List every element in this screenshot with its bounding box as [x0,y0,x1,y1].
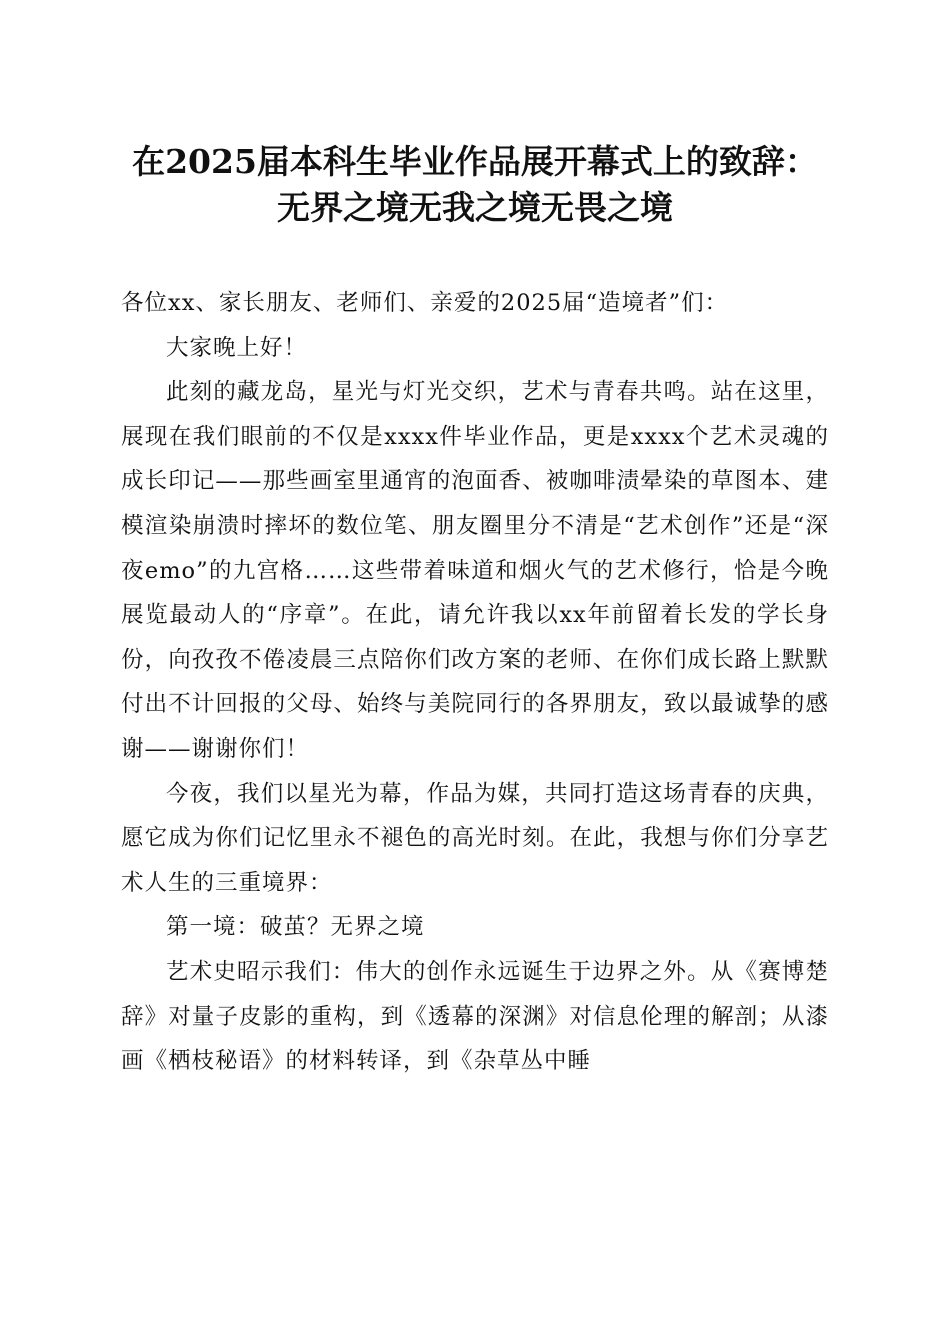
document-title-line-2: 无界之境无我之境无畏之境 [277,188,673,227]
document-title-line-1: 在2025届本科生毕业作品展开幕式上的致辞： [132,142,818,181]
salutation: 各位xx、家长朋友、老师们、亲爱的2025届“造境者”们： [121,290,729,316]
greeting: 大家晚上好！ [166,334,308,361]
paragraph-2: 今夜，我们以星光为幕，作品为媒，共同打造这场青春的庆典，愿它成为你们记忆里永不褪色的高光时刻。在此，我想与你们分享艺术人生的三重境界： [121,780,829,896]
paragraph-1: 此刻的藏龙岛，星光与灯光交织，艺术与青春共鸣。站在这里，展现在我们眼前的不仅是xxxx件毕业作品，更是xxxx个艺术灵魂的成长印记——那些画室里通宵的泡面香、被咖啡渍晕染的草图本、建模渲染崩溃时摔坏的数位笔、朋友圈里分不清是“艺术创作”还是“深夜emo”的九宫格……这些带着味道和烟火气的艺术修行，恰是今晚展览最动人的“序章”。在此，请允许我以xx年前留着长发的学长身份，向孜孜不倦凌晨三点陪你们改方案的老师、在你们成长路上默默付出不计回报的父母、始终与美院同行的各界朋友，致以最诚挚的感谢——谢谢你们！ [121,379,829,762]
section-1-heading: 第一境：破茧？无界之境 [166,914,425,941]
paragraph-3: 艺术史昭示我们：伟大的创作永远诞生于边界之外。从《赛博楚辞》对量子皮影的重构，到《透幕的深渊》对信息伦理的解剖；从漆画《栖枝秘语》的材料转译，到《杂草丛中睡 [121,958,829,1075]
document-body [121,281,829,1084]
